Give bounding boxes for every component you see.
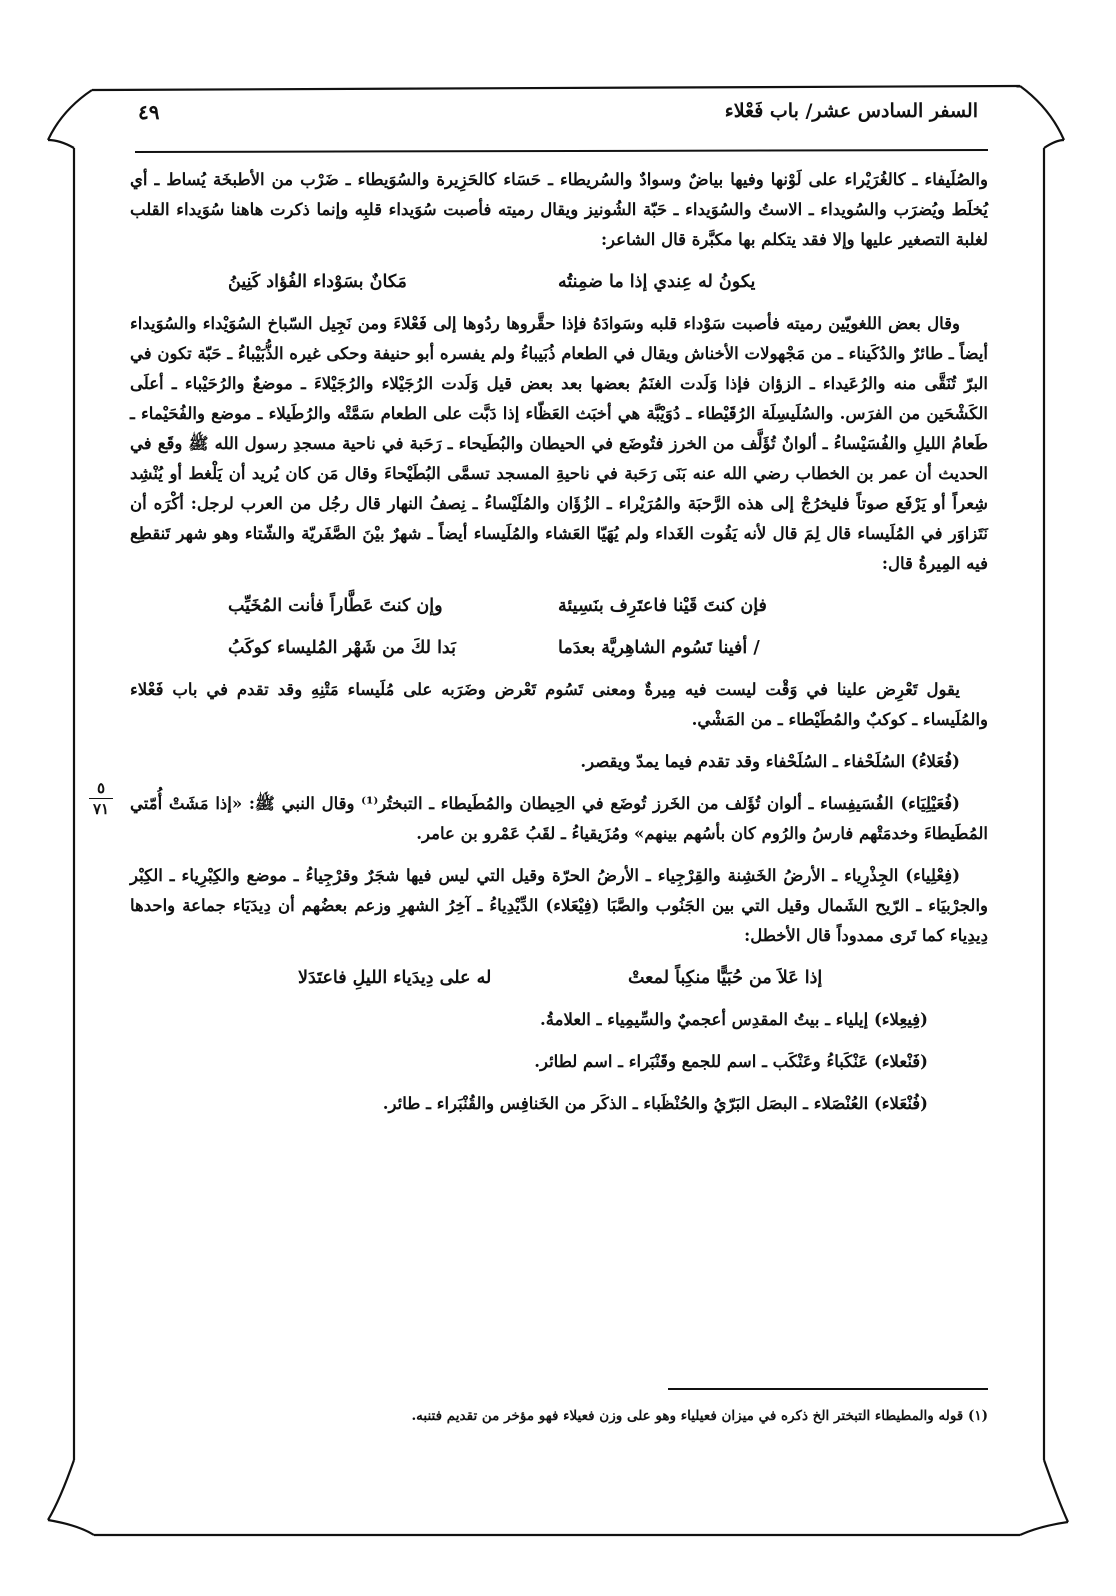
page-number: ٤٩ xyxy=(138,100,160,124)
verse-4-second-hemistich: له على دِيدَياء الليلِ فاعتَدَلا xyxy=(298,968,492,988)
paragraph-6: (فِعْلِياء) الجِذْرِياء ـ الأرضُ الخَشِنة والقِرْجِياء ـ الأرضُ الحرّة وقيل التي ليس فيها شجَرٌ وقرْجِياءُ ـ موضع والكِبْرِياء ـ الكِبْر والجرْبيَاء ـ الرّيح الشَمال وقيل التي بين الجَنُوب والصَّبَا (فِيْعَلاء) الدِّيْدِياءُ ـ آخِرُ الشهرِ وزعم بعضُهم أن دِيدَيَاء جماعة واحدها دِيدِياء كما تَرى ممدوداً قال الأخطل: xyxy=(130,866,988,945)
verse-4-first-hemistich: إذا عَلاَ من حُبَيًّا منكِباً لمعتْ xyxy=(628,968,823,988)
paragraph-7: (فِيعِلاء) إيلياء ـ بيتُ المقدِس أعجميٌ والسِّيمِياء ـ العلامةُ. xyxy=(540,1010,928,1029)
verse-2 xyxy=(130,591,988,621)
margin-reference xyxy=(83,780,119,817)
running-header-title: السفر السادس عشر/ باب فَعْلاء xyxy=(724,100,978,122)
paragraph-8: (فَنْعلاء) عَنْكَباءُ وعَنْكَب ـ اسم للجمع وقَنْبَراء ـ اسم لطائر. xyxy=(534,1052,928,1071)
footnote-rule xyxy=(668,1388,988,1390)
verse-2-second-hemistich: وإن كنتَ عَطَّاراً فأنت المُخَيِّب xyxy=(228,596,443,616)
paragraph-5: (فُعَيْلِيَاء) الفُسَيفِساء ـ ألوان تُؤَلف من الخَرز تُوضَع في الحِيطان والمُطَيطاء ـ التبختُر⁽¹⁾ وقال النبي ﷺ: «إذا مَشَتْ أُمّتي المُطَيطاءَ وخدمَتْهم فارسُ والرُوم كان بأسُهم بينهم» ومُزَيقياءُ ـ لقَبُ عَمْرو بن عامر. xyxy=(130,794,988,843)
verse-2-first-hemistich: فإن كنتَ قَيْنا فاعتَرِف بنَسِيئة xyxy=(558,596,767,616)
paragraph-9: (فُنْعَلاء) العُنْصَلاء ـ البصَل البَرّيُ والحُنْظَباء ـ الذكَر من الخَنافِس والقُنْبَراء ـ طائر. xyxy=(382,1094,928,1113)
paragraph-2: وقال بعض اللغويّين رميته فأصبت سَوْداء قلبه وسَوادَهُ فإذا حقَّروها ردُوها إلى فَعْلاءَ ومن نَجِيل السّباخ السُوَيْداء والسُوَيداء أيضاً ـ طائرٌ والدُكَيناء ـ من مَجْهولات الأخناش ويقال في الطعام ذُبَيباءُ ولم يفسره أبو حنيفة وحكى غيره الذُّبَيْباءُ ـ حَبّة تكون في البرّ تُنَقَّى منه والرُعَيداء ـ الزؤان فإذا وَلَدت الغنَمُ بعضها بعد بعض قيل وَلَدت الرُجَيْلاء والرُجَيْلاءَ ـ موضعٌ والرُحَيْباء ـ أعلَى الكَشْحَين من الفرَس. والسُلَيسِلَة الرُقَيْطاء ـ دُوَيْبَّة هي أخبَث العَظّاء إذا دَبَّت على الطعام سَمَّتْه والرُطَيلاء ـ موضع والفُحَيْماء ـ طَعامُ الليلِ والفُسَيْساءُ ـ ألوانٌ تُؤَلَّف من الخرز فتُوضَع في الحيطان والبُطَيحاء ـ رَحَبة في ناحية مسجدِ رسول الله ﷺ وقَع في الحديث أن عمر بن الخطاب رضي الله عنه بَنَى رَحَبة في ناحيةِ المسجد تسمَّى البُطَيْحاءَ وقال مَن كان يُريد أن يَلْغط أو يُنْشِد شِعراً أو يَرْفَع صوتاً فليخرُجْ إلى هذه الرَّحبَة والمُرَيْراء ـ الزُؤَان والمُلَيْساءُ ـ نِصفُ النهار قال رجُل من العرب لرجل: أكْرَه أن نَتَزاوَر في المُلَيساء قال لِمَ قال لأنه يَفُوت الغَداء ولم يُهَيّا العَشاء والمُلَيساء أيضاً ـ شهرٌ بيْنَ الصَّفَريّة والشّتاء وهو شهر تَنقطِع فيه المِيرةُ قال: xyxy=(130,314,988,573)
verse-3 xyxy=(130,633,988,663)
verse-1-first-hemistich: يكونُ له عِندي إذا ما ضمِنتُه xyxy=(558,272,756,292)
margin-reference-top: ٥ xyxy=(96,779,106,797)
margin-reference-divider xyxy=(89,798,113,799)
paragraph-4: (فُعَلاءُ) السُلَحْفاء ـ السُلَحْفاء وقد تقدم فيما يمدّ ويقصر. xyxy=(580,752,960,771)
margin-reference-bottom: ٧١ xyxy=(92,800,110,818)
paragraph-3: يقول تَعْرِض علينا في وَقْت ليست فيه مِيرةٌ ومعنى تَسُوم تَعْرض وضَرَبه على مُلَيساء مَتْنِهِ وقد تقدم في باب فَعْلاء والمُلَيساء ـ كوكبٌ والمُطَيْطاء ـ من المَشْي. xyxy=(130,680,988,729)
verse-4 xyxy=(130,963,988,993)
footnote-1: (١) قوله والمطيطاء التبختر الخ ذكره في ميزان فعيلياء وهو على وزن فعيلاء فهو مؤخر من تقديم فتنبه. xyxy=(411,1408,988,1424)
verse-1-second-hemistich: مَكانٌ بسَوْداء الفُؤاد كَنِينُ xyxy=(228,272,407,292)
verse-3-first-hemistich: / أفينا تَسُوم الشاهِريَّة بعدَما xyxy=(558,638,760,658)
paragraph-1: والصُلَيفاء ـ كالغُرَيْراء على لَوْنها وفيها بياضٌ وسوادٌ والسُريطاء ـ حَسَاء كالحَزِيرة والسُوَيطاء ـ ضَرْب من الأطبخَة يُساط ـ أي يُخلَط ويُضرَب والسُويداء ـ الاستُ والسُوَيداء ـ حَبّة الشُونيز ويقال رميته فأصبت سُوَيداء قلبِه وإنما ذكرت هاهنا سُوَيداء القلب لغلبة التصغير عليها وإلا فقد يتكلم بها مكبَّرة قال الشاعر: xyxy=(130,170,988,249)
verse-3-second-hemistich: بَدا لكَ من شَهْر المُليساء كوكَبُ xyxy=(228,638,456,658)
main-text xyxy=(130,165,988,1131)
verse-1 xyxy=(130,267,988,297)
